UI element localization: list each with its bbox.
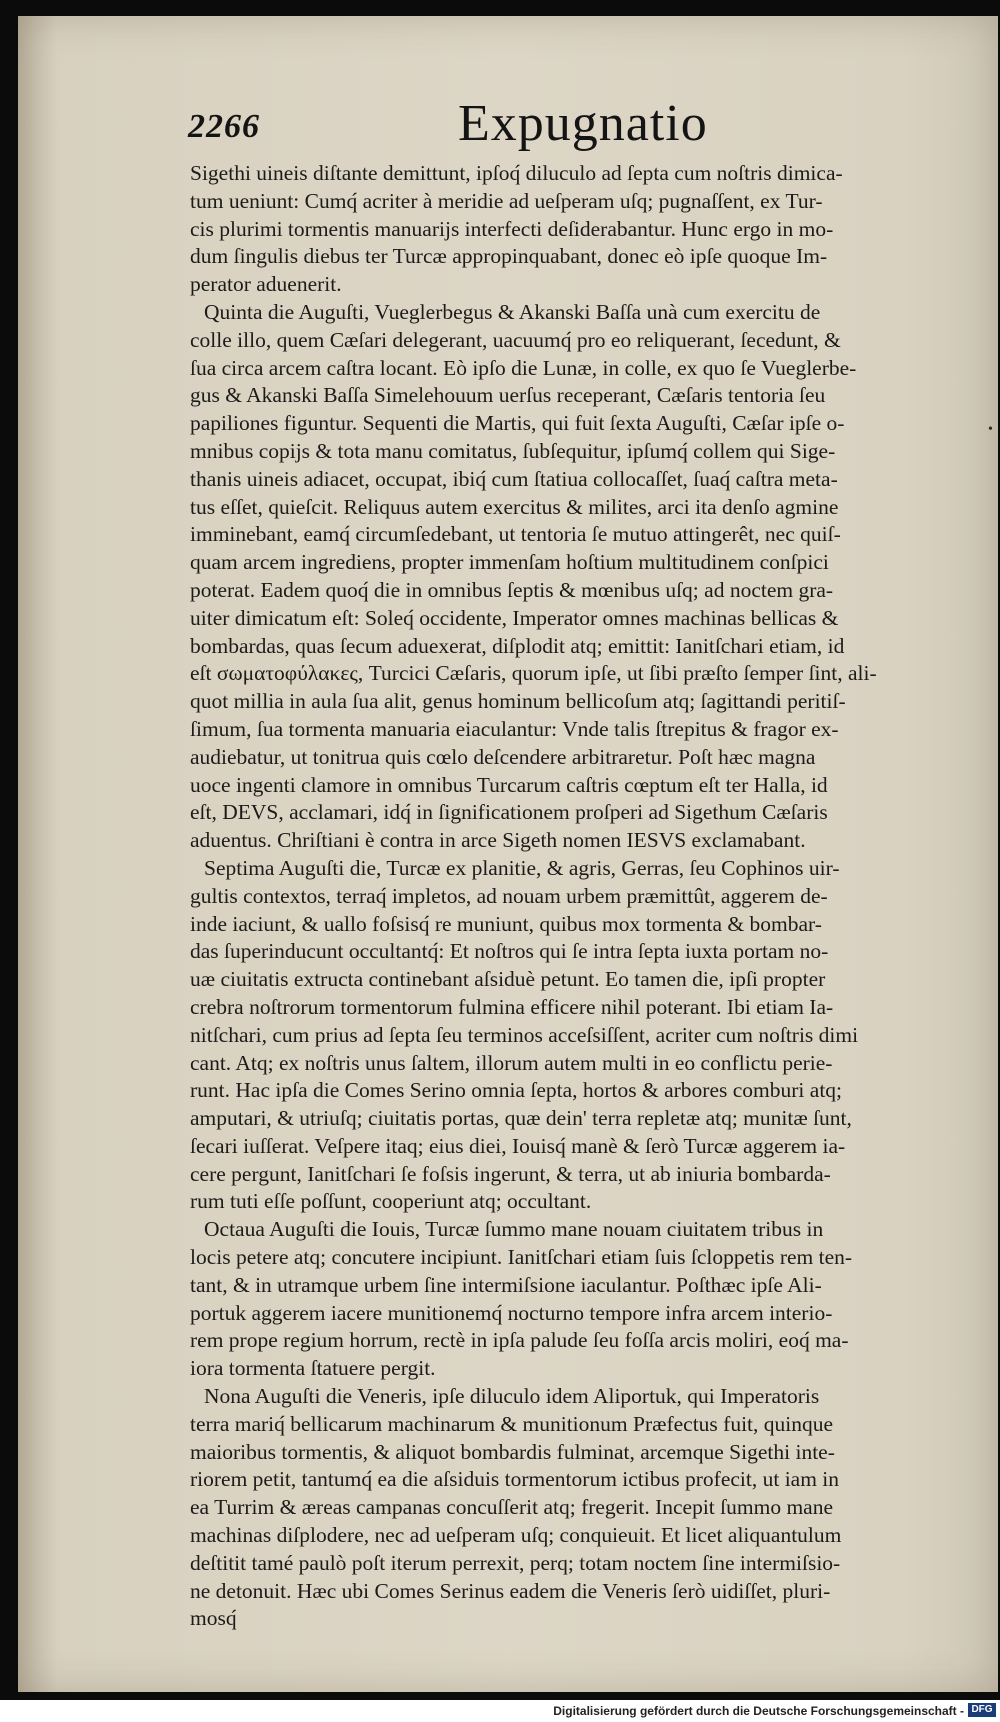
text-line: riorem petit, tantumq́ ea die aſsiduis tormentorum ictibus profecit, ut iam in [190, 1467, 840, 1492]
text-line: iora tormenta ſtatuere pergit. [190, 1356, 436, 1381]
text-line: papiliones figuntur. Sequenti die Martis, qui fuit ſexta Auguſti, Cæſar ipſe o- [190, 411, 845, 436]
text-line: ea Turrim & æreas campanas concuſſerit atq; fregerit. Incepit ſummo mane [190, 1495, 834, 1520]
text-line: cere pergunt, Ianitſchari ſe foſsis ingerunt, & terra, ut ab iniuria bombarda- [190, 1161, 831, 1186]
book-page [18, 16, 998, 1692]
text-line: Nona Auguſti die Veneris, ipſe diluculo idem Aliportuk, qui Imperatoris [204, 1384, 820, 1409]
text-line: machinas diſplodere, nec ad ueſperam uſq; conquieuit. Et licet aliquantulum [190, 1523, 842, 1548]
text-line: rum tuti eſſe poſſunt, cooperiunt atq; occultant. [190, 1189, 592, 1214]
text-line: ne detonuit. Hæc ubi Comes Serinus eadem die Veneris ſerò uidiſſet, pluri- [190, 1578, 831, 1603]
text-line: gultis contextos, terraq́ impletos, ad nouam urbem præmittût, aggerem de- [190, 883, 828, 908]
text-line: deſtitit tamé paulò poſt iterum perrexit, perq; totam noctem ſine intermiſsio- [190, 1550, 841, 1575]
text-line: cant. Atq; ex noſtris unus ſaltem, illorum autem multi in eo conflictu perie- [190, 1050, 833, 1075]
text-line: crebra noſtrorum tormentorum fulmina efficere nihil poterant. Ibi etiam Ia- [190, 994, 834, 1019]
text-line: mosq́ [190, 1606, 237, 1631]
text-line: rem prope regium horrum, rectè in ipſa palude ſeu foſſa arcis moliri, eoq́ ma- [190, 1328, 849, 1353]
text-line: cis plurimi tormentis manuarijs interfecti deſiderabantur. Hunc ergo in mo- [190, 216, 834, 241]
text-line: ſimum, ſua tormenta manuaria eiaculantur: Vnde talis ſtrepitus & fragor ex- [190, 716, 839, 741]
text-line: das ſuperinducunt occultantq́: Et noſtros qui ſe intra ſepta iuxta portam no- [190, 939, 829, 964]
text-line: Sigethi uineis diſtante demittunt, ipſoq́ diluculo ad ſepta cum noſtris dimica- [190, 161, 843, 185]
text-line: locis petere atq; concutere incipiunt. Ianitſchari etiam ſuis ſcloppetis rem ten- [190, 1245, 853, 1270]
dfg-logo: DFG [968, 1703, 996, 1717]
text-line: maioribus tormentis, & aliquot bombardis fulminat, arcemque Sigethi inte- [190, 1439, 835, 1464]
text-line: quot millia in aula ſua alit, genus hominum bellicoſum atq; ſagittandi peritiſ- [190, 689, 846, 714]
text-line: uæ ciuitatis extructa continebant aſsiduè petunt. Eo tamen die, ipſi propter [190, 967, 826, 992]
text-line: terra mariq́ bellicarum machinarum & munitionum Præfectus fuit, quinque [190, 1411, 834, 1436]
text-line: perator aduenerit. [190, 272, 342, 297]
text-line: nitſchari, cum prius ad ſepta ſeu terminos acceſsiſſent, acriter cum noſtris dimi [190, 1022, 859, 1047]
text-line: Quinta die Auguſti, Vueglerbegus & Akanski Baſſa unà cum exercitu de [204, 299, 821, 324]
margin-dot-icon: • [988, 422, 993, 437]
text-line: amputari, & utriuſq; ciuitatis portas, quæ dein' terra repletæ atq; munitæ ſunt, [190, 1106, 852, 1131]
text-line: uiter dimicatum eſt: Soleq́ occidente, Imperator omnes machinas bellicas & [190, 605, 839, 630]
body-text [190, 160, 960, 1633]
text-line: Septima Auguſti die, Turcæ ex planitie, & agris, Gerras, ſeu Cophinos uir- [204, 855, 840, 880]
text-line: dum ſingulis diebus ter Turcæ appropinquabant, donec eò ipſe quoque Im- [190, 244, 828, 269]
text-line: eſt, DEVS, acclamari, idq́ in ſignificationem proſperi ad Sigethum Cæſaris [190, 800, 828, 825]
text-line: quam arcem ingrediens, propter immenſam hoſtium multitudinem conſpici [190, 550, 829, 575]
running-head: Expugnatio [458, 95, 708, 152]
text-line: tant, & in utramque urbem ſine intermiſsione iaculantur. Poſthæc ipſe Ali- [190, 1272, 822, 1297]
text-line: portuk aggerem iacere munitionemq́ nocturno tempore infra arcem interio- [190, 1300, 833, 1325]
funding-credit: Digitalisierung gefördert durch die Deutsche Forschungsgemeinschaft - [553, 1704, 964, 1718]
text-line: audiebatur, ut tonitrua quis cœlo deſcendere arbitraretur. Poſt hæc magna [190, 744, 816, 769]
text-line: ſua circa arcem caſtra locant. Eò ipſo die Lunæ, in colle, ex quo ſe Vueglerbe- [190, 355, 857, 380]
text-line: tum ueniunt: Cumq́ acriter à meridie ad ueſperam uſq; pugnaſſent, ex Tur- [190, 188, 823, 213]
text-line: eſt σωματοφύλακες, Turcici Cæſaris, quorum ipſe, ut ſibi præſto ſemper ſint, ali- [190, 661, 877, 686]
text-line: tus eſſet, quieſcit. Reliquus autem exercitus & milites, arci ita denſo agmine [190, 494, 839, 519]
text-line: colle illo, quem Cæſari delegerant, uacuumq́ pro eo reliquerant, ſecedunt, & [190, 327, 841, 352]
text-line: thanis uineis adiacet, occupat, ibiq́ cum ſtatiua collocaſſet, ſuaq́ caſtra meta- [190, 466, 838, 491]
text-line: ſecari iuſſerat. Veſpere itaq; eius diei, Iouisq́ manè & ſerò Turcæ aggerem ia- [190, 1133, 846, 1158]
text-line: imminebant, eamq́ circumſedebant, ut tentoria ſe mutuo attingerêt, nec quiſ- [190, 522, 841, 547]
text-line: mnibus copijs & tota manu comitatus, ſubſequitur, ipſumq́ collem qui Sige- [190, 438, 836, 463]
text-line: aduentus. Chriſtiani è contra in arce Sigeth nomen IESVS exclamabant. [190, 828, 806, 853]
text-line: uoce ingenti clamore in omnibus Turcarum caſtris cœptum eſt ter Halla, id [190, 772, 828, 797]
page-number: 2266 [188, 108, 260, 145]
text-line: poterat. Eadem quoq́ die in omnibus ſeptis & mœnibus uſq; ad noctem gra- [190, 577, 834, 602]
footer-bar [0, 1700, 1000, 1722]
text-line: runt. Hac ipſa die Comes Serino omnia ſepta, hortos & arbores comburi atq; [190, 1078, 843, 1103]
text-line: Octaua Auguſti die Iouis, Turcæ ſummo mane nouam ciuitatem tribus in [204, 1217, 824, 1242]
text-line: gus & Akanski Baſſa Simelehouum uerſus receperant, Cæſaris tentoria ſeu [190, 383, 826, 408]
text-line: bombardas, quas ſecum aduexerat, diſplodit atq; emittit: Ianitſchari etiam, id [190, 633, 845, 658]
text-line: inde iaciunt, & uallo foſsisq́ re muniunt, quibus mox tormenta & bombar- [190, 911, 822, 936]
